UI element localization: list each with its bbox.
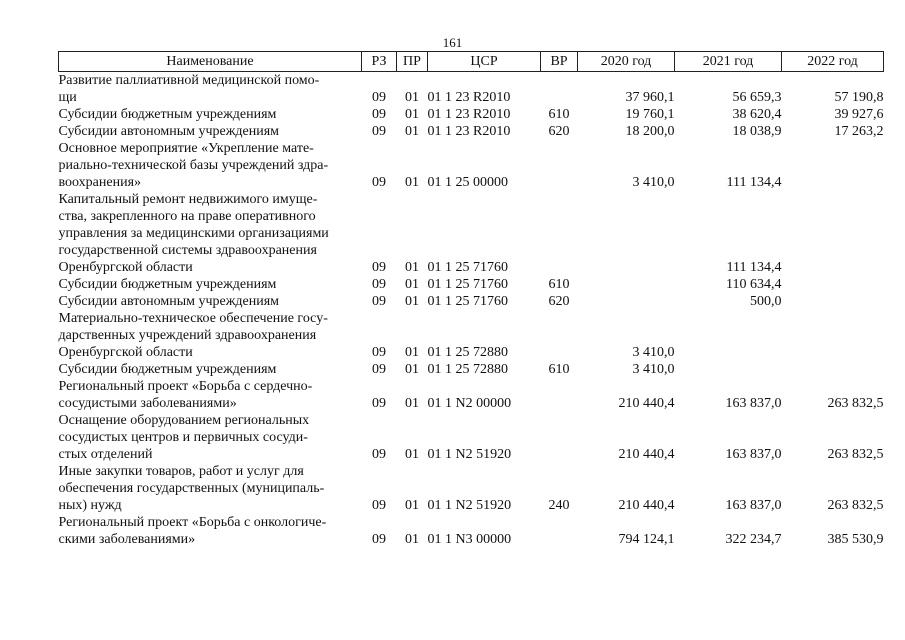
cell-2022: 263 832,5 — [827, 396, 884, 411]
cell-pr: 01 — [405, 175, 419, 190]
cell-2020: 3 410,0 — [632, 175, 675, 190]
table-row — [59, 140, 884, 191]
cell-name-line: риально-технической базы учреждений здра- — [58, 158, 329, 173]
cell-rz: 09 — [372, 107, 386, 122]
cell-pr: 01 — [405, 124, 419, 139]
cell-rz: 09 — [372, 260, 386, 275]
cell-name-line: дарственных учреждений здравоохранения — [58, 328, 317, 343]
cell-vr — [541, 191, 578, 276]
cell-2020: 210 440,4 — [618, 396, 675, 411]
cell-vr — [541, 514, 578, 548]
cell-pr: 01 — [405, 396, 419, 411]
cell-pr: 01 — [405, 90, 419, 105]
cell-name — [59, 140, 362, 191]
cell-name-line: скими заболеваниями» — [58, 532, 196, 547]
cell-name — [59, 361, 362, 378]
cell-name-line: Иные закупки товаров, работ и услуг для — [58, 464, 304, 479]
cell-name — [59, 276, 362, 293]
table-row — [59, 191, 884, 276]
cell-vr — [541, 378, 578, 412]
cell-name-line: ных) нужд — [58, 498, 122, 513]
cell-csr: 01 1 23 R2010 — [427, 90, 511, 105]
cell-2020 — [578, 191, 675, 276]
cell-2020 — [578, 293, 675, 310]
table-row — [59, 514, 884, 548]
cell-2021: 38 620,4 — [732, 107, 782, 122]
table-body — [59, 72, 884, 549]
cell-name-line: сосудистыми заболеваниями» — [58, 396, 237, 411]
cell-name — [59, 106, 362, 123]
cell-rz: 09 — [372, 498, 386, 513]
cell-name-line: государственной системы здравоохранения — [58, 243, 317, 258]
table-row — [59, 123, 884, 140]
cell-name — [59, 378, 362, 412]
cell-pr: 01 — [405, 260, 419, 275]
cell-name-line: стых отделений — [58, 447, 153, 462]
table-row — [59, 106, 884, 123]
header-2020: 2020 год — [578, 52, 675, 72]
cell-name-line: Капитальный ремонт недвижимого имуще- — [58, 192, 318, 207]
cell-vr: 610 — [548, 362, 570, 377]
cell-name — [59, 514, 362, 548]
cell-name — [59, 293, 362, 310]
cell-name-line: Региональный проект «Борьба с онкологиче- — [58, 515, 327, 530]
cell-pr: 01 — [405, 107, 419, 122]
cell-rz: 09 — [372, 345, 386, 360]
cell-2020: 794 124,1 — [618, 532, 675, 547]
header-vr: ВР — [541, 52, 578, 72]
cell-rz: 09 — [372, 362, 386, 377]
cell-rz: 09 — [372, 175, 386, 190]
cell-rz: 09 — [372, 294, 386, 309]
table-row — [59, 72, 884, 107]
cell-csr: 01 1 N2 51920 — [427, 498, 512, 513]
cell-vr — [541, 72, 578, 107]
header-pr: ПР — [397, 52, 428, 72]
table-row — [59, 412, 884, 463]
cell-name-line: Субсидии бюджетным учреждениям — [58, 277, 277, 292]
cell-2022: 263 832,5 — [827, 447, 884, 462]
cell-2021: 500,0 — [750, 294, 782, 309]
cell-2021: 163 837,0 — [725, 498, 782, 513]
table-row — [59, 276, 884, 293]
cell-csr: 01 1 N2 00000 — [427, 396, 512, 411]
cell-2021: 111 134,4 — [726, 260, 782, 275]
cell-csr: 01 1 23 R2010 — [427, 107, 511, 122]
cell-2021: 18 038,9 — [732, 124, 782, 139]
cell-name — [59, 191, 362, 276]
cell-name — [59, 123, 362, 140]
cell-csr: 01 1 N3 00000 — [427, 532, 512, 547]
cell-name-line: Региональный проект «Борьба с сердечно- — [58, 379, 313, 394]
cell-2021: 110 634,4 — [726, 277, 782, 292]
cell-2020: 18 200,0 — [625, 124, 675, 139]
cell-csr: 01 1 25 72880 — [427, 362, 508, 377]
header-rz: РЗ — [362, 52, 397, 72]
cell-csr: 01 1 23 R2010 — [427, 124, 511, 139]
cell-name-line: управления за медицинскими организациями — [58, 226, 329, 241]
cell-2020: 19 760,1 — [625, 107, 675, 122]
cell-pr: 01 — [405, 277, 419, 292]
cell-2021 — [675, 310, 782, 361]
cell-2021: 56 659,3 — [732, 90, 782, 105]
budget-table — [58, 51, 884, 548]
cell-name-line: Развитие паллиативной медицинской помо- — [58, 73, 320, 88]
cell-2020: 3 410,0 — [632, 362, 675, 377]
table-row — [59, 293, 884, 310]
cell-vr: 620 — [548, 124, 570, 139]
cell-rz: 09 — [372, 277, 386, 292]
cell-name — [59, 463, 362, 514]
cell-rz: 09 — [372, 532, 386, 547]
cell-2022: 39 927,6 — [834, 107, 884, 122]
cell-name-line: воохранения» — [58, 175, 142, 190]
cell-2022 — [782, 310, 884, 361]
header-name: Наименование — [59, 52, 362, 72]
cell-vr — [541, 412, 578, 463]
cell-pr: 01 — [405, 447, 419, 462]
cell-rz: 09 — [372, 447, 386, 462]
header-2022: 2022 год — [782, 52, 884, 72]
cell-vr — [541, 140, 578, 191]
page-number: 161 — [442, 35, 463, 50]
cell-2021: 322 234,7 — [725, 532, 782, 547]
cell-name-line: Оренбургской области — [58, 345, 193, 360]
cell-pr: 01 — [405, 345, 419, 360]
cell-2022: 57 190,8 — [834, 90, 884, 105]
table-row — [59, 361, 884, 378]
cell-rz: 09 — [372, 90, 386, 105]
cell-vr — [541, 310, 578, 361]
cell-csr: 01 1 25 72880 — [427, 345, 508, 360]
cell-name-line: сосудистых центров и первичных сосуди- — [58, 430, 308, 445]
cell-2022 — [782, 140, 884, 191]
cell-2022 — [782, 293, 884, 310]
cell-2022: 17 263,2 — [834, 124, 884, 139]
cell-2022 — [782, 191, 884, 276]
cell-vr: 610 — [548, 277, 570, 292]
header-2021: 2021 год — [675, 52, 782, 72]
cell-2022 — [782, 276, 884, 293]
cell-name-line: Субсидии бюджетным учреждениям — [58, 362, 277, 377]
cell-name-line: Оснащение оборудованием региональных — [58, 413, 310, 428]
table-row — [59, 378, 884, 412]
cell-name-line: Основное мероприятие «Укрепление мате- — [58, 141, 314, 156]
cell-name-line: Материально-техническое обеспечение госу- — [58, 311, 328, 326]
cell-name-line: Оренбургской области — [58, 260, 193, 275]
cell-2022: 385 530,9 — [827, 532, 884, 547]
cell-vr: 610 — [548, 107, 570, 122]
cell-name-line: ства, закрепленного на праве оперативного — [58, 209, 316, 224]
cell-pr: 01 — [405, 498, 419, 513]
cell-vr: 240 — [548, 498, 570, 513]
cell-2021 — [675, 361, 782, 378]
cell-name-line: Субсидии автономным учреждениям — [58, 294, 280, 309]
table-header-row — [59, 52, 884, 72]
cell-2020: 3 410,0 — [632, 345, 675, 360]
cell-2022: 263 832,5 — [827, 498, 884, 513]
cell-pr: 01 — [405, 294, 419, 309]
cell-name-line: Субсидии бюджетным учреждениям — [58, 107, 277, 122]
cell-2020: 210 440,4 — [618, 447, 675, 462]
cell-2020: 210 440,4 — [618, 498, 675, 513]
table-row — [59, 310, 884, 361]
cell-2021: 163 837,0 — [725, 396, 782, 411]
cell-name-line: обеспечения государственных (муниципаль- — [58, 481, 325, 496]
cell-name-line: Субсидии автономным учреждениям — [58, 124, 280, 139]
cell-pr: 01 — [405, 362, 419, 377]
cell-name — [59, 412, 362, 463]
cell-name — [59, 310, 362, 361]
cell-name — [59, 72, 362, 107]
cell-csr: 01 1 N2 51920 — [427, 447, 512, 462]
cell-rz: 09 — [372, 124, 386, 139]
cell-2022 — [782, 361, 884, 378]
cell-vr: 620 — [548, 294, 570, 309]
cell-2020: 37 960,1 — [625, 90, 675, 105]
cell-csr: 01 1 25 71760 — [427, 260, 508, 275]
cell-csr: 01 1 25 00000 — [427, 175, 508, 190]
table-row — [59, 463, 884, 514]
cell-csr: 01 1 25 71760 — [427, 294, 508, 309]
cell-2020 — [578, 276, 675, 293]
cell-2021: 111 134,4 — [726, 175, 782, 190]
cell-pr: 01 — [405, 532, 419, 547]
header-csr: ЦСР — [428, 52, 541, 72]
cell-rz: 09 — [372, 396, 386, 411]
cell-2021: 163 837,0 — [725, 447, 782, 462]
cell-csr: 01 1 25 71760 — [427, 277, 508, 292]
cell-name-line: щи — [58, 90, 77, 105]
